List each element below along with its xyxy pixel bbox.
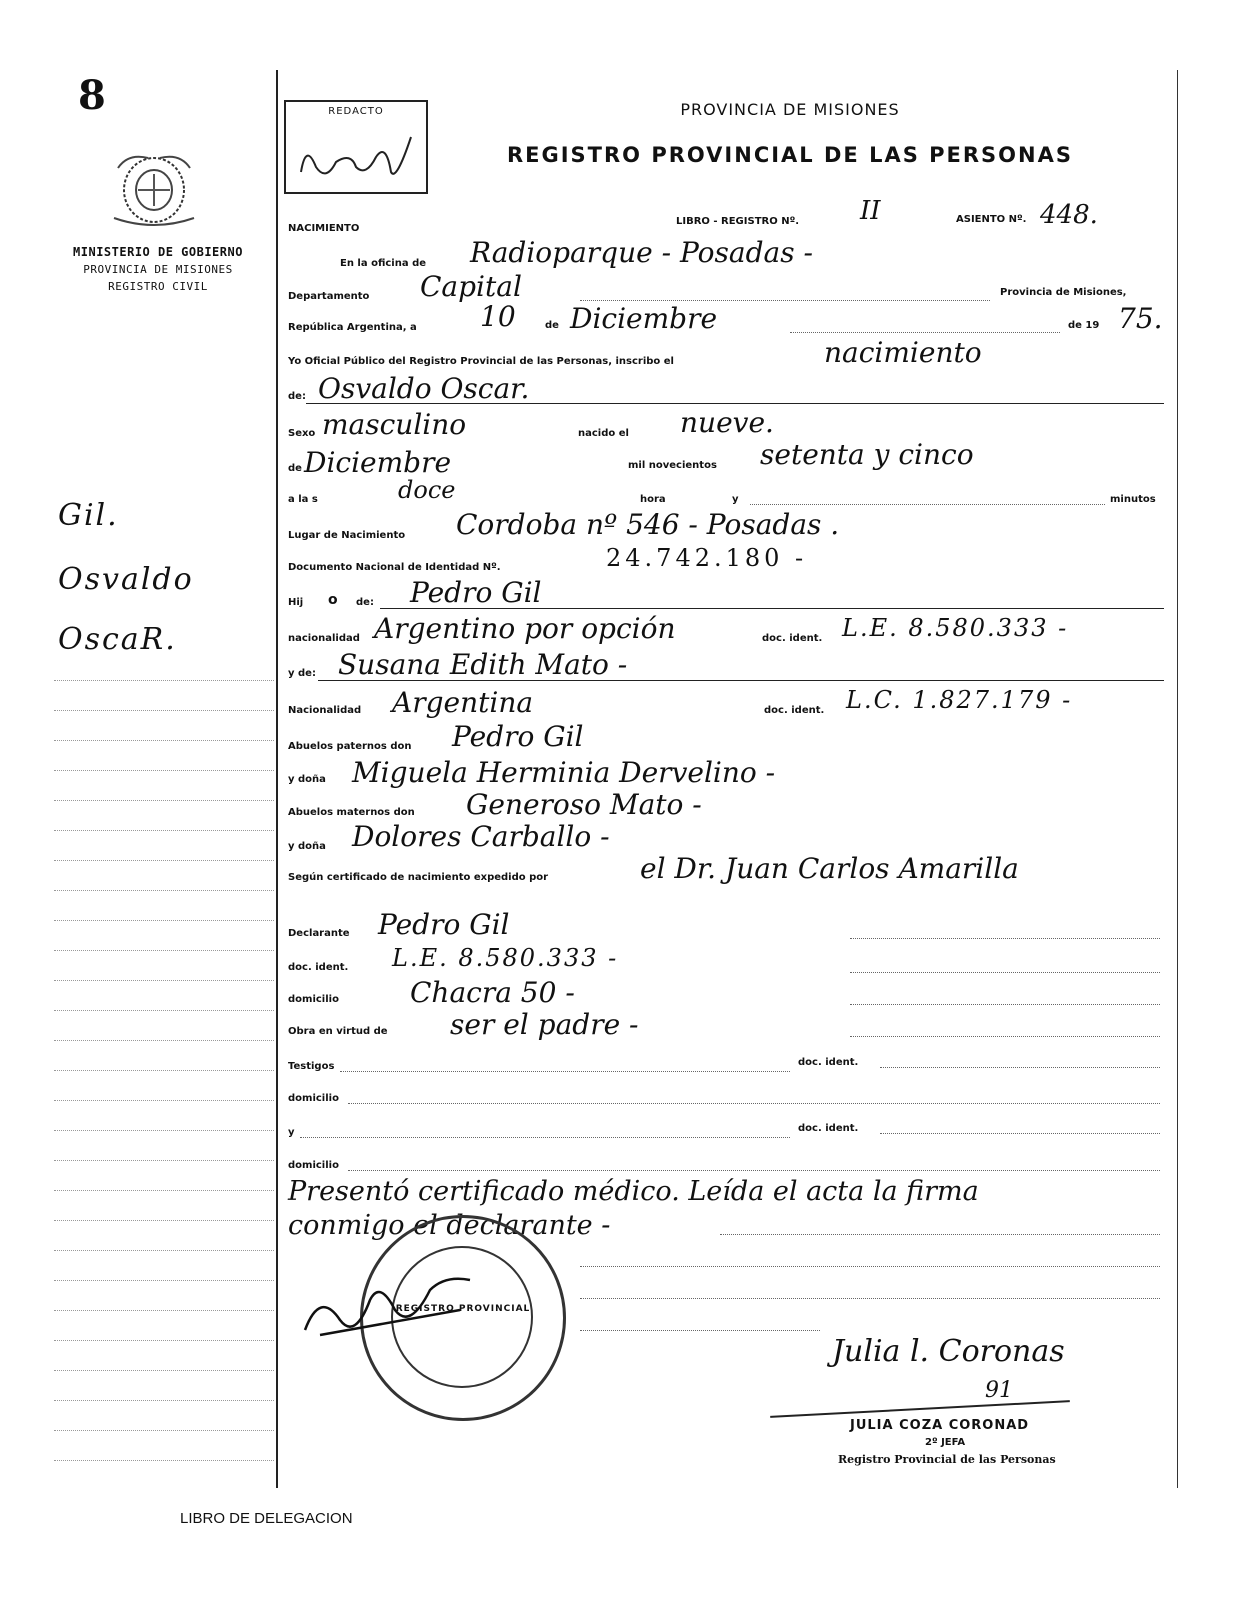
- sexo-label: Sexo: [288, 428, 316, 439]
- margin-rule: [54, 1010, 274, 1011]
- libro-label: LIBRO - REGISTRO Nº.: [676, 216, 800, 227]
- oficina-value: Radioparque - Posadas -: [470, 236, 813, 269]
- rule: [850, 1004, 1160, 1005]
- margin-rule: [54, 1250, 274, 1251]
- observation-line-1: Presentó certificado médico. Leída el acta la firma: [288, 1176, 979, 1207]
- ministry-header: [58, 244, 258, 295]
- margin-rule: [54, 770, 274, 771]
- margin-rule: [54, 800, 274, 801]
- dia-value: 10: [480, 300, 516, 333]
- footer-label: LIBRO DE DELEGACION: [180, 1510, 353, 1527]
- record-type-label: NACIMIENTO: [288, 223, 360, 234]
- anio-nacimiento-value: setenta y cinco: [760, 438, 974, 471]
- obra-label: Obra en virtud de: [288, 1026, 388, 1037]
- anio-value: 75.: [1118, 302, 1163, 335]
- abuelo-paterno-value: Pedro Gil: [452, 720, 584, 753]
- child-name-value: Osvaldo Oscar.: [318, 372, 530, 405]
- sexo-value: masculino: [322, 408, 467, 441]
- redacto-signature-icon: [296, 132, 416, 187]
- doc-ident-madre-label: doc. ident.: [764, 705, 825, 716]
- hora-label: hora: [640, 494, 666, 505]
- official-signature-icon: [300, 1270, 480, 1350]
- signature-line: [770, 1400, 1070, 1418]
- margin-rule: [54, 1100, 274, 1101]
- domicilio-testigo1-label: domicilio: [288, 1093, 339, 1104]
- margin-rule: [54, 1430, 274, 1431]
- doc-ident-madre-value: L.C. 1.827.179 -: [846, 686, 1073, 714]
- domicilio-testigo2-label: domicilio: [288, 1160, 339, 1171]
- observation-line-2: conmigo el declarante -: [288, 1210, 611, 1241]
- obra-value: ser el padre -: [450, 1008, 639, 1041]
- domicilio-declarante-label: domicilio: [288, 994, 339, 1005]
- form-left-border: [276, 70, 278, 1488]
- nacionalidad-padre-label: nacionalidad: [288, 633, 360, 644]
- departamento-value: Capital: [420, 270, 522, 303]
- margin-rule: [54, 1130, 274, 1131]
- margin-rule: [54, 1280, 274, 1281]
- nacionalidad-padre-value: Argentino por opción: [374, 612, 676, 645]
- nacionalidad-madre-label: Nacionalidad: [288, 705, 362, 716]
- margin-rule: [54, 1370, 274, 1371]
- margin-rule: [54, 1310, 274, 1311]
- margin-rule: [54, 1160, 274, 1161]
- margin-rule: [54, 890, 274, 891]
- province-title: PROVINCIA DE MISIONES: [680, 100, 900, 119]
- declarante-value: Pedro Gil: [378, 908, 510, 941]
- doc-ident-padre-label: doc. ident.: [762, 633, 823, 644]
- signature-number: 91: [985, 1378, 1013, 1403]
- doc-ident-declarante-value: L.E. 8.580.333 -: [392, 944, 619, 972]
- oficial-value: nacimiento: [824, 336, 982, 369]
- rule: [790, 332, 1060, 333]
- rule: [348, 1103, 1160, 1104]
- doc-ident-declarante-label: doc. ident.: [288, 962, 349, 973]
- margin-rule: [54, 1220, 274, 1221]
- abuela-paterna-value: Miguela Herminia Dervelino -: [352, 756, 776, 789]
- de-mes-label: de: [288, 463, 302, 474]
- rule: [348, 1170, 1160, 1171]
- domicilio-declarante-value: Chacra 50 -: [410, 976, 575, 1009]
- margin-rule: [54, 1460, 274, 1461]
- margin-note-second-name: OscaR.: [58, 622, 177, 657]
- redacto-label: REDACTO: [328, 106, 384, 117]
- abuelo-materno-value: Generoso Mato -: [466, 788, 702, 821]
- libro-value: II: [860, 196, 881, 226]
- margin-rule: [54, 1340, 274, 1341]
- signatory-name: JULIA COZA CORONAD: [850, 1418, 1030, 1433]
- rule: [580, 1330, 820, 1331]
- certificado-label: Según certificado de nacimiento expedido por: [288, 872, 549, 883]
- testigos-label: Testigos: [288, 1061, 335, 1072]
- madre-label: y de:: [288, 668, 316, 679]
- mil-label: mil novecientos: [628, 460, 717, 471]
- margin-rule: [54, 1400, 274, 1401]
- margin-note-surname: Gil.: [58, 498, 119, 533]
- hijo-de-label: de:: [356, 597, 374, 608]
- dni-value: 24.742.180 -: [606, 544, 808, 572]
- margin-note-first-name: Osvaldo: [58, 562, 194, 597]
- registry-title: REGISTRO PROVINCIAL DE LAS PERSONAS: [506, 143, 1073, 167]
- hijo-label: Hij: [288, 597, 304, 608]
- de-label: de: [545, 320, 559, 331]
- nacido-label: nacido el: [578, 428, 629, 439]
- asiento-label: ASIENTO Nº.: [956, 214, 1027, 225]
- rule: [750, 504, 1105, 505]
- coat-of-arms-icon: [108, 148, 200, 228]
- margin-rule: [54, 950, 274, 951]
- signatory-role: 2º JEFA: [925, 1437, 966, 1448]
- margin-rule: [54, 830, 274, 831]
- margin-rule: [54, 860, 274, 861]
- lugar-value: Cordoba nº 546 - Posadas .: [456, 508, 840, 541]
- rule: [880, 1133, 1160, 1134]
- margin-rule: [54, 1190, 274, 1191]
- rule: [380, 608, 1164, 609]
- y-label: y: [732, 494, 739, 505]
- mother-name-value: Susana Edith Mato -: [338, 648, 628, 681]
- abuelos-maternos-label: Abuelos maternos don: [288, 807, 415, 818]
- margin-rule: [54, 740, 274, 741]
- a-la-label: a la s: [288, 494, 318, 505]
- margin-rule: [54, 1040, 274, 1041]
- rule: [340, 1071, 790, 1072]
- doc-ident-padre-value: L.E. 8.580.333 -: [842, 614, 1069, 642]
- y-dona-materna-label: y doña: [288, 841, 326, 852]
- declarante-label: Declarante: [288, 928, 350, 939]
- rule: [850, 1036, 1160, 1037]
- signature-script: Julia l. Coronas: [832, 1334, 1065, 1369]
- hora-value: doce: [398, 476, 456, 504]
- margin-rule: [54, 710, 274, 711]
- anio-label: de 19: [1068, 320, 1100, 331]
- republica-label: República Argentina, a: [288, 322, 417, 333]
- doc-ident-testigo2-label: doc. ident.: [798, 1123, 859, 1134]
- nacionalidad-madre-value: Argentina: [392, 686, 534, 719]
- father-name-value: Pedro Gil: [410, 576, 542, 609]
- nacido-value: nueve.: [680, 406, 774, 439]
- rule: [580, 1298, 1160, 1299]
- rule: [580, 1266, 1160, 1267]
- redacto-box: [284, 100, 428, 194]
- rule: [318, 680, 1164, 681]
- margin-rule: [54, 1070, 274, 1071]
- rule: [306, 403, 1164, 404]
- margin-rule: [54, 680, 274, 681]
- dni-label: Documento Nacional de Identidad Nº.: [288, 562, 501, 573]
- rule: [580, 300, 990, 301]
- y-testigo-label: y: [288, 1127, 295, 1138]
- doc-ident-testigo1-label: doc. ident.: [798, 1057, 859, 1068]
- y-dona-paterna-label: y doña: [288, 774, 326, 785]
- lugar-label: Lugar de Nacimiento: [288, 530, 406, 541]
- stamp-text: REGISTRO PROVINCIAL: [395, 1304, 531, 1314]
- rule: [720, 1234, 1160, 1235]
- form-right-border: [1177, 70, 1178, 1488]
- certificado-value: el Dr. Juan Carlos Amarilla: [640, 852, 1019, 885]
- nombre-label: de:: [288, 391, 306, 402]
- provincia-label: Provincia de Misiones,: [1000, 287, 1127, 298]
- oficina-label: En la oficina de: [340, 258, 427, 269]
- hijo-suffix: o: [328, 592, 338, 608]
- rule: [850, 972, 1160, 973]
- ministry-registry: REGISTRO CIVIL: [108, 280, 208, 293]
- departamento-label: Departamento: [288, 291, 370, 302]
- abuela-materna-value: Dolores Carballo -: [352, 820, 610, 853]
- minutos-label: minutos: [1110, 494, 1156, 505]
- ministry-title: MINISTERIO DE GOBIERNO: [73, 245, 243, 259]
- rule: [300, 1137, 790, 1138]
- margin-rule: [54, 920, 274, 921]
- mes-value: Diciembre: [570, 302, 718, 335]
- page-number: 8: [78, 72, 106, 119]
- abuelos-paternos-label: Abuelos paternos don: [288, 741, 412, 752]
- ministry-province: PROVINCIA DE MISIONES: [83, 263, 233, 276]
- mes-nacimiento-value: Diciembre: [304, 446, 452, 479]
- oficial-label: Yo Oficial Público del Registro Provincial de las Personas, inscribo el: [288, 356, 674, 367]
- margin-rule: [54, 980, 274, 981]
- asiento-value: 448.: [1040, 200, 1098, 230]
- rule: [880, 1067, 1160, 1068]
- signatory-office: Registro Provincial de las Personas: [838, 1453, 1056, 1466]
- rule: [850, 938, 1160, 939]
